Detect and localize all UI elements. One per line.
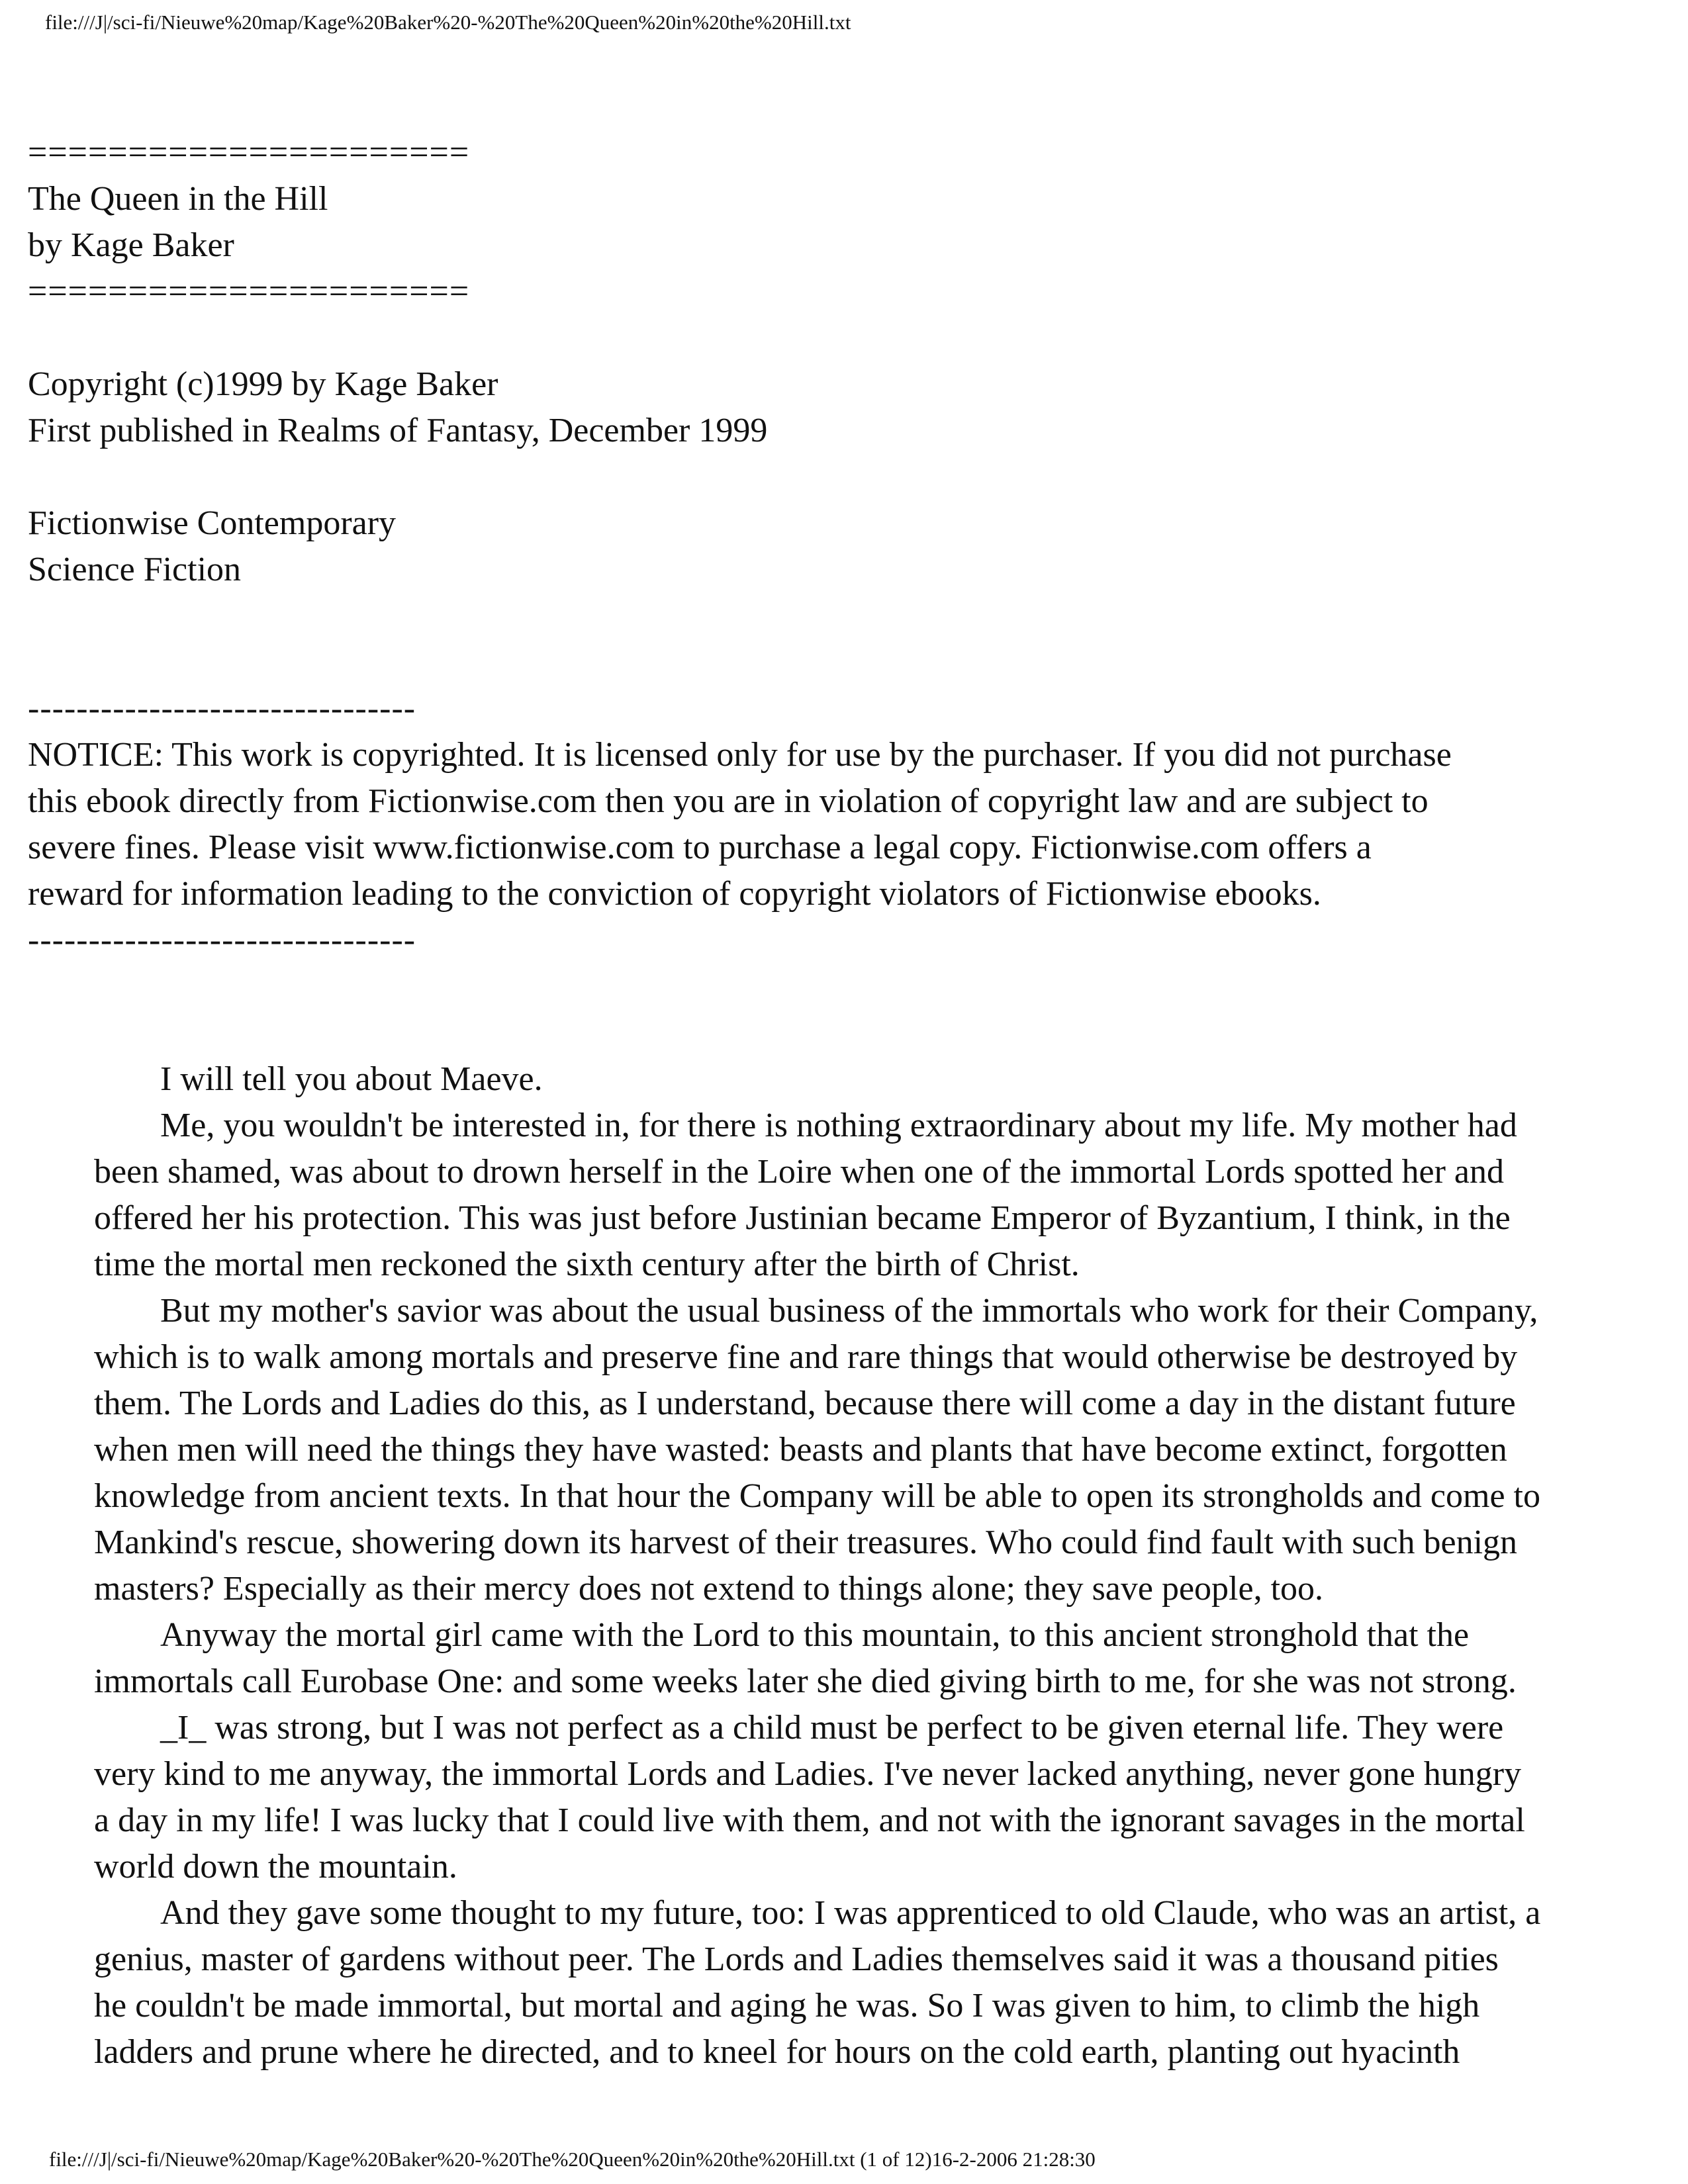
title-block	[28, 130, 1663, 315]
notice-line: this ebook directly from Fictionwise.com then you are in violation of copyright law and are subject to	[28, 782, 1429, 820]
story-line: been shamed, was about to drown herself in the Loire when one of the immortal Lords spotted her and	[94, 1153, 1504, 1191]
story-line: which is to walk among mortals and preserve fine and rare things that would otherwise be destroyed by	[94, 1338, 1518, 1376]
story-line: But my mother's savior was about the usual business of the immortals who work for their Company,	[160, 1292, 1538, 1330]
story-line: Me, you wouldn't be interested in, for there is nothing extraordinary about my life. My mother had	[160, 1107, 1517, 1144]
spacer	[28, 315, 1663, 361]
story-paragraph	[28, 1612, 1663, 1705]
story-line: world down the mountain.	[94, 1848, 457, 1886]
story-line: he couldn't be made immortal, but mortal and aging he was. So I was given to him, to climb the high	[94, 1987, 1480, 2025]
category-line-2: Science Fiction	[28, 551, 242, 588]
story-line: _I_ was strong, but I was not perfect as a child must be perfect to be given eternal life. They were	[160, 1709, 1504, 1747]
story-paragraph	[28, 1103, 1663, 1288]
story-line: ladders and prune where he directed, and to kneel for hours on the cold earth, planting out hyacinth	[94, 2033, 1460, 2071]
title-rule-bottom: ======================	[28, 273, 470, 310]
footer-file-path: file:///J|/sci-fi/Nieuwe%20map/Kage%20Baker%20-%20The%20Queen%20in%20the%20Hill.txt	[49, 2148, 855, 2171]
story-line: Mankind's rescue, showering down its harvest of their treasures. Who could find fault with such benign	[94, 1524, 1518, 1561]
story-line: genius, master of gardens without peer. The Lords and Ladies themselves said it was a thousand pities	[94, 1940, 1499, 1978]
notice-rule-top: --------------------------------	[28, 690, 416, 727]
story-line: offered her his protection. This was just before Justinian became Emperor of Byzantium, I think, in the	[94, 1199, 1511, 1237]
story-line: when men will need the things they have wasted: beasts and plants that have become extinct, forgotten	[94, 1431, 1507, 1469]
story-line: immortals call Eurobase One: and some weeks later she died giving birth to me, for she was not strong.	[94, 1662, 1517, 1700]
header-file-path: file:///J|/sci-fi/Nieuwe%20map/Kage%20Baker%20-%20The%20Queen%20in%20the%20Hill.txt	[45, 11, 851, 34]
story-line: And they gave some thought to my future, too: I was apprenticed to old Claude, who was an artist, a	[160, 1894, 1541, 1932]
story-byline: by Kage Baker	[28, 226, 234, 264]
notice-line: reward for information leading to the conviction of copyright violators of Fictionwise ebooks.	[28, 875, 1321, 913]
page-footer	[49, 2146, 1096, 2173]
category-block	[28, 500, 1663, 593]
copyright-block	[28, 361, 1663, 454]
story-line: very kind to me anyway, the immortal Lords and Ladies. I've never lacked anything, never gone hungry	[94, 1755, 1522, 1793]
copyright-notice	[28, 686, 1663, 964]
story-title: The Queen in the Hill	[28, 180, 328, 218]
story-line: time the mortal men reckoned the sixth century after the birth of Christ.	[94, 1246, 1080, 1283]
document-body	[28, 130, 1663, 2075]
story-line: knowledge from ancient texts. In that hour the Company will be able to open its strongholds and come to	[94, 1477, 1540, 1515]
story-line: them. The Lords and Ladies do this, as I understand, because there will come a day in the distant future	[94, 1385, 1516, 1422]
story-line: a day in my life! I was lucky that I could live with them, and not with the ignorant savages in the mortal	[94, 1801, 1525, 1839]
spacer	[28, 454, 1663, 500]
story-line: I will tell you about Maeve.	[160, 1060, 543, 1098]
footer-page-info: (1 of 12)16-2-2006 21:28:30	[855, 2148, 1096, 2171]
page-header	[45, 9, 851, 36]
copyright-line: Copyright (c)1999 by Kage Baker	[28, 365, 498, 403]
title-rule-top: ======================	[28, 134, 470, 171]
publication-line: First published in Realms of Fantasy, December 1999	[28, 412, 768, 449]
notice-line: severe fines. Please visit www.fictionwise.com to purchase a legal copy. Fictionwise.com offers a	[28, 829, 1372, 866]
story-text	[28, 1056, 1663, 2075]
spacer	[28, 964, 1663, 1056]
story-paragraph	[28, 1890, 1663, 2075]
story-line: masters? Especially as their mercy does not extend to things alone; they save people, too.	[94, 1570, 1324, 1608]
category-line-1: Fictionwise Contemporary	[28, 504, 397, 542]
notice-line: NOTICE: This work is copyrighted. It is licensed only for use by the purchaser. If you did not purchase	[28, 736, 1452, 774]
story-paragraph	[28, 1056, 1663, 1103]
spacer	[28, 593, 1663, 686]
story-paragraph	[28, 1288, 1663, 1612]
story-paragraph	[28, 1705, 1663, 1890]
notice-rule-bottom: --------------------------------	[28, 921, 416, 959]
story-line: Anyway the mortal girl came with the Lord to this mountain, to this ancient stronghold that the	[160, 1616, 1470, 1654]
